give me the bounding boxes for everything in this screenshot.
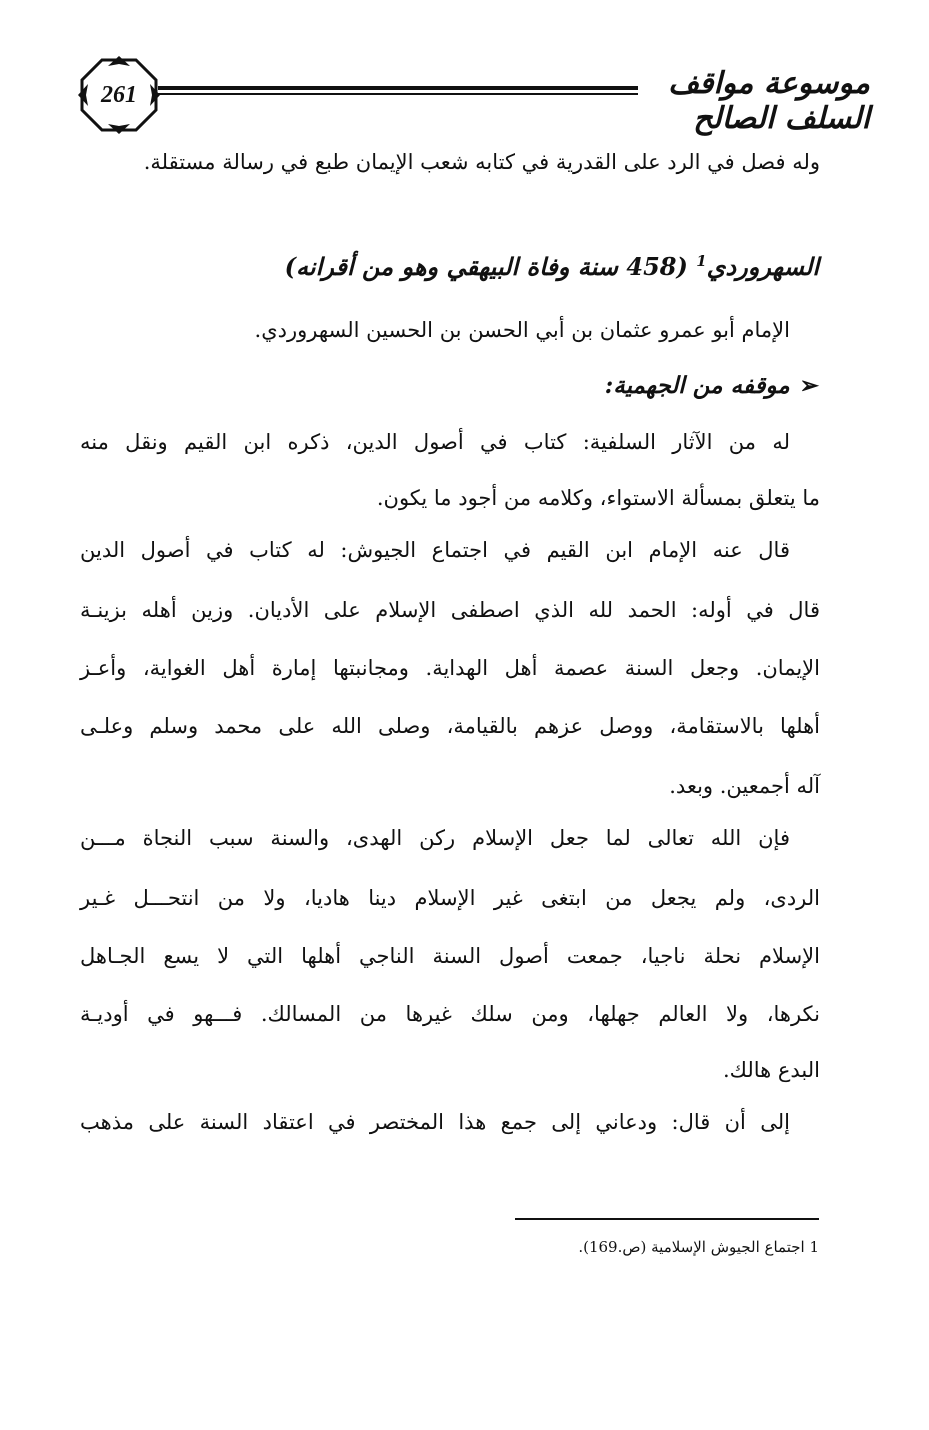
subheading xyxy=(605,372,819,399)
text-line: قال في أوله: الحمد لله الذي اصطفى الإسلام على الأديان. وزين أهله بزينـة xyxy=(80,598,820,622)
text-line: وله فصل في الرد على القدرية في كتابه شعب الإيمان طبع في رسالة مستقلة. xyxy=(143,150,820,174)
intro-paragraph xyxy=(80,150,820,190)
header-rule xyxy=(158,86,638,102)
text-line: آله أجمعين. وبعد. xyxy=(669,774,820,798)
text-line: الإسلام نحلة ناجيا، جمعت أصول السنة الناجي أهلها التي لا يسع الجـاهل xyxy=(80,944,820,968)
section-heading xyxy=(285,252,819,281)
page-number-badge xyxy=(78,56,160,134)
heading-detail: (458 سنة وفاة البيهقي وهو من أقرانه) xyxy=(284,252,688,281)
heading-name: السهروردي xyxy=(706,252,819,281)
text-line: الإمام أبو عمرو عثمان بن أبي الحسن بن الحسين السهروردي. xyxy=(254,318,790,342)
text-line: نكرها، ولا العالم جهلها، ومن سلك غيرها من المسالك. فـــهو في أوديـة xyxy=(80,1002,820,1026)
text-line: الردى، ولم يجعل من ابتغى غير الإسلام دينا هاديا، ولا من انتحـــل غـير xyxy=(80,886,820,910)
subheading-text: موقفه من الجهمية: xyxy=(604,372,790,399)
footnote: 1 اجتماع الجيوش الإسلامية (ص.169). xyxy=(578,1238,819,1256)
footnote-marker: 1 xyxy=(696,252,707,270)
page-header xyxy=(78,56,870,136)
page-number: 261 xyxy=(101,81,137,108)
name-paragraph xyxy=(80,318,820,358)
arrow-bullet-icon: ➢ xyxy=(799,372,819,399)
text-line: البدع هالك. xyxy=(722,1058,820,1082)
text-line: قال عنه الإمام ابن القيم في اجتماع الجيوش: له كتاب في أصول الدين xyxy=(80,538,790,562)
text-line: أهلها بالاستقامة، ووصل عزهم بالقيامة، وصلى الله على محمد وسلم وعلـى xyxy=(80,714,820,738)
text-line: له من الآثار السلفية: كتاب في أصول الدين، ذكره ابن القيم ونقل منه xyxy=(80,430,790,454)
text-line: فإن الله تعالى لما جعل الإسلام ركن الهدى، والسنة سبب النجاة مـــن xyxy=(80,826,790,850)
text-line: ما يتعلق بمسألة الاستواء، وكلامه من أجود ما يكون. xyxy=(376,486,820,510)
main-text xyxy=(80,430,820,1430)
text-line: إلى أن قال: ودعاني إلى جمع هذا المختصر في اعتقاد السنة على مذهب xyxy=(80,1110,790,1134)
text-line: الإيمان. وجعل السنة عصمة أهل الهداية. ومجانبتها إمارة أهل الغواية، وأعـز xyxy=(80,656,820,680)
footnote-divider xyxy=(515,1218,819,1220)
running-title: موسوعة مواقف السلف الصالح xyxy=(668,66,870,136)
